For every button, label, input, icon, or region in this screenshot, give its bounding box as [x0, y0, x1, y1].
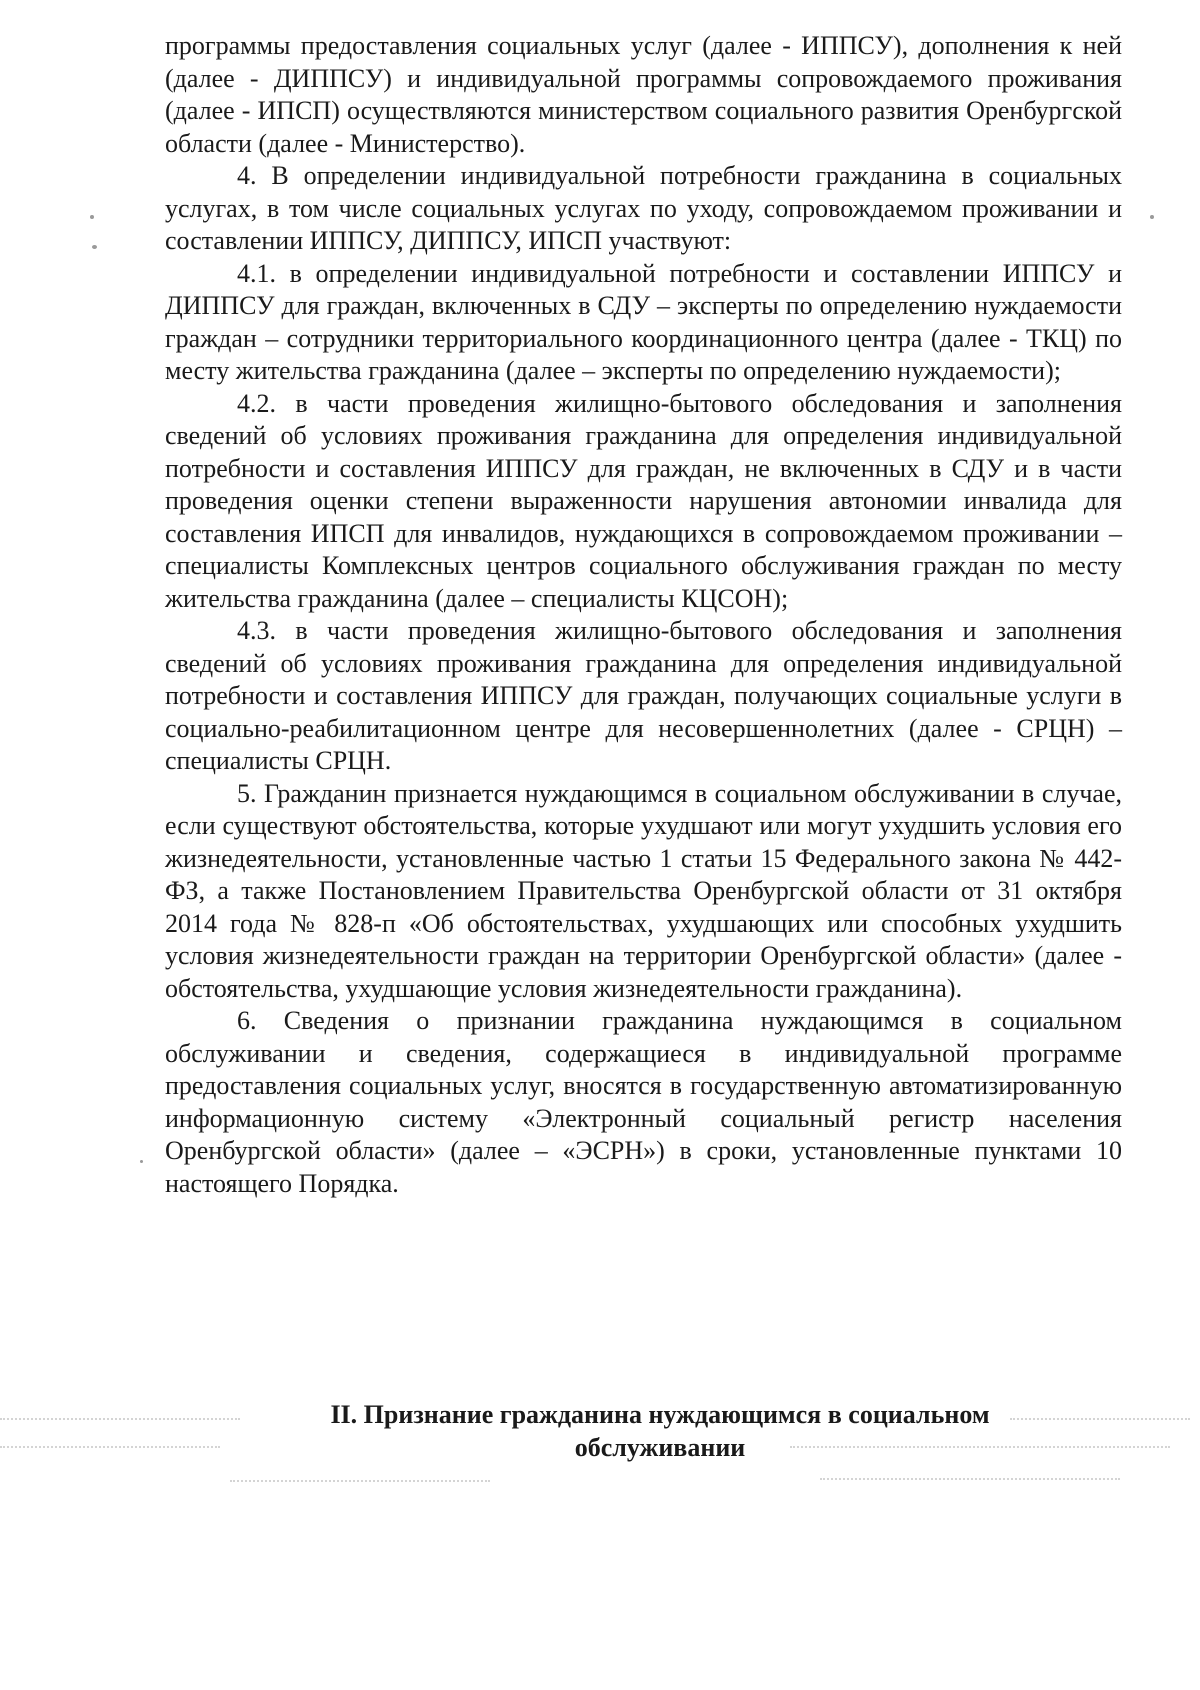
scan-noise-right-2 — [790, 1446, 1170, 1454]
scan-speck — [92, 245, 97, 249]
paragraph-4-3: 4.3. в части проведения жилищно-бытового обследования и заполнения сведений об условиях проживания гражданина для определения индивидуальной потребности и составления ИППСУ для граждан, получающих социальные услуги в социально-реабилитационном центре для несовершеннолетних (далее - СРЦН) – специалисты СРЦН. — [165, 616, 1122, 775]
paragraph-4-1: 4.1. в определении индивидуальной потребности и составлении ИППСУ и ДИППСУ для граждан, включенных в СДУ – эксперты по определению нуждаемости граждан – сотрудники территориального координационного центра (далее - ТКЦ) по месту жительства гражданина (далее – эксперты по определению нуждаемости); — [165, 258, 1122, 385]
paragraph-5: 5. Гражданин признается нуждающимся в социальном обслуживании в случае, если существуют обстоятельства, которые ухудшают или могут ухудшить условия его жизнедеятельности, установленные частью 1 статьи 15 Федерального закона № 442-ФЗ, а также Постановлением Правительства Оренбургской области от 31 октября 2014 года № 828-п «Об обстоятельствах, ухудшающих или способных ухудшить условия жизнедеятельности граждан на территории Оренбургской области» (далее - обстоятельства, ухудшающие условия жизнедеятельности гражданина). — [165, 778, 1122, 1003]
paragraph-4: 4. В определении индивидуальной потребности гражданина в социальных услугах, в том числе социальных услугах по уходу, сопровождаемом проживании и составлении ИППСУ, ДИППСУ, ИПСП участвуют: — [165, 161, 1122, 255]
scan-noise-bottom — [230, 1480, 490, 1488]
section-heading-line1: II. Признание гражданина нуждающимся в социальном — [330, 1400, 990, 1429]
paragraph-intro: программы предоставления социальных услуг (далее - ИППСУ), дополнения к ней (далее - ДИППСУ) и индивидуальной программы сопровождаемого проживания (далее - ИПСП) осуществляются министерством социального развития Оренбургской области (далее - Министерство). — [165, 31, 1122, 158]
scan-noise-left-2 — [0, 1446, 220, 1454]
paragraph-6: 6. Сведения о признании гражданина нуждающимся в социальном обслуживании и сведения, содержащиеся в индивидуальной программе предоставления социальных услуг, вносятся в государственную автоматизированную информационную систему «Электронный социальный регистр населения Оренбургской области» (далее – «ЭСРН») в сроки, установленные пунктами 10 настоящего Порядка. — [165, 1006, 1122, 1198]
section-heading — [250, 1398, 1070, 1464]
paragraph-4-2: 4.2. в части проведения жилищно-бытового обследования и заполнения сведений об условиях проживания гражданина для определения индивидуальной потребности и составления ИППСУ для граждан, не включенных в СДУ и в части проведения оценки степени выраженности нарушения автономии инвалида для составления ИПСП для инвалидов, нуждающихся в сопровождаемом проживании – специалисты Комплексных центров социального обслуживания граждан по месту жительства гражданина (далее – специалисты КЦСОН); — [165, 388, 1122, 613]
section-heading-line2: обслуживании — [574, 1433, 746, 1462]
scan-speck — [140, 1160, 143, 1163]
scan-noise-bottom-2 — [820, 1478, 1120, 1486]
scan-noise-left — [0, 1418, 240, 1426]
scan-noise-right — [1010, 1418, 1190, 1426]
scan-speck — [90, 215, 94, 219]
scan-speck — [1150, 215, 1154, 219]
